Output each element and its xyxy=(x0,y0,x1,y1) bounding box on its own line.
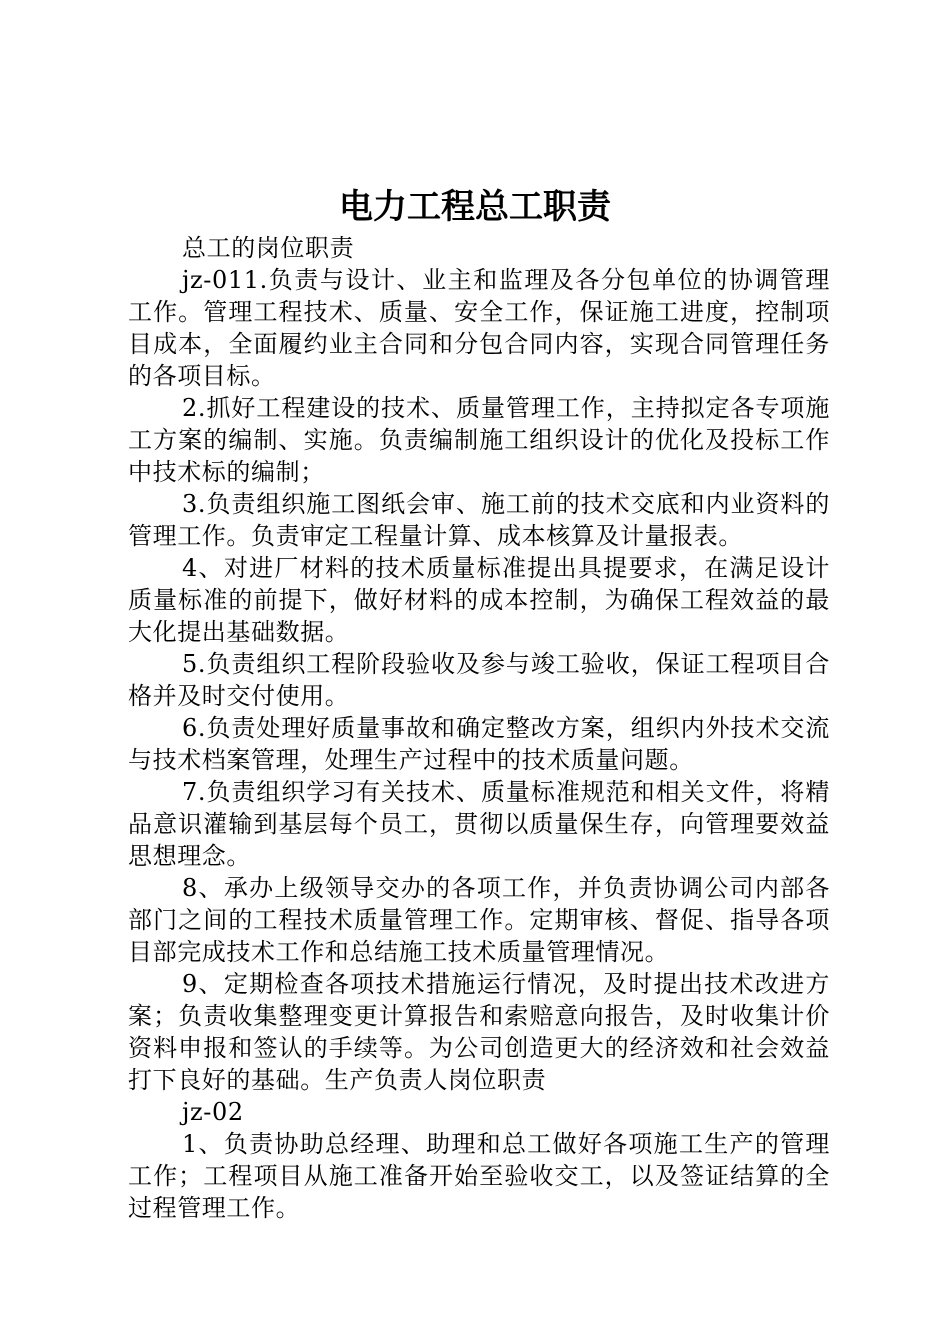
paragraph-item-3: 3.负责组织施工图纸会审、施工前的技术交底和内业资料的管理工作。负责审定工程量计算、成本核算及计量报表。 xyxy=(128,490,830,550)
paragraph-item-4: 4、对进厂材料的技术质量标准提出具提要求，在满足设计质量标准的前提下，做好材料的成本控制，为确保工程效益的最大化提出基础数据。 xyxy=(128,554,830,646)
paragraph-item-5: 5.负责组织工程阶段验收及参与竣工验收，保证工程项目合格并及时交付使用。 xyxy=(128,650,830,710)
paragraph-production-item-1: 1、负责协助总经理、助理和总工做好各项施工生产的管理工作；工程项目从施工准备开始至验收交工，以及签证结算的全过程管理工作。 xyxy=(128,1130,830,1222)
paragraph-item-7: 7.负责组织学习有关技术、质量标准规范和相关文件，将精品意识灌输到基层每个员工，贯彻以质量保生存，向管理要效益思想理念。 xyxy=(128,778,830,870)
paragraph-heading: 总工的岗位职责 xyxy=(182,234,355,262)
paragraph-item-8: 8、承办上级领导交办的各项工作，并负责协调公司内部各部门之间的工程技术质量管理工作。定期审核、督促、指导各项目部完成技术工作和总结施工技术质量管理情况。 xyxy=(128,874,830,966)
paragraph-item-9: 9、定期检查各项技术措施运行情况，及时提出技术改进方案；负责收集整理变更计算报告和索赔意向报告，及时收集计价资料申报和签认的手续等。为公司创造更大的经济效和社会效益打下良好的基础。生产负责人岗位职责 xyxy=(128,970,830,1094)
paragraph-item-2: 2.抓好工程建设的技术、质量管理工作，主持拟定各专项施工方案的编制、实施。负责编制施工组织设计的优化及投标工作中技术标的编制； xyxy=(128,394,830,486)
document-body xyxy=(128,232,830,1224)
document-title: 电力工程总工职责 xyxy=(339,187,611,227)
paragraph-item-6: 6.负责处理好质量事故和确定整改方案，组织内外技术交流与技术档案管理，处理生产过程中的技术质量问题。 xyxy=(128,714,830,774)
paragraph-item-1: jz-011.负责与设计、业主和监理及各分包单位的协调管理工作。管理工程技术、质量、安全工作，保证施工进度，控制项目成本，全面履约业主合同和分包合同内容，实现合同管理任务的各项目标。 xyxy=(128,266,830,390)
paragraph-code-jz02: jz-02 xyxy=(182,1098,244,1126)
